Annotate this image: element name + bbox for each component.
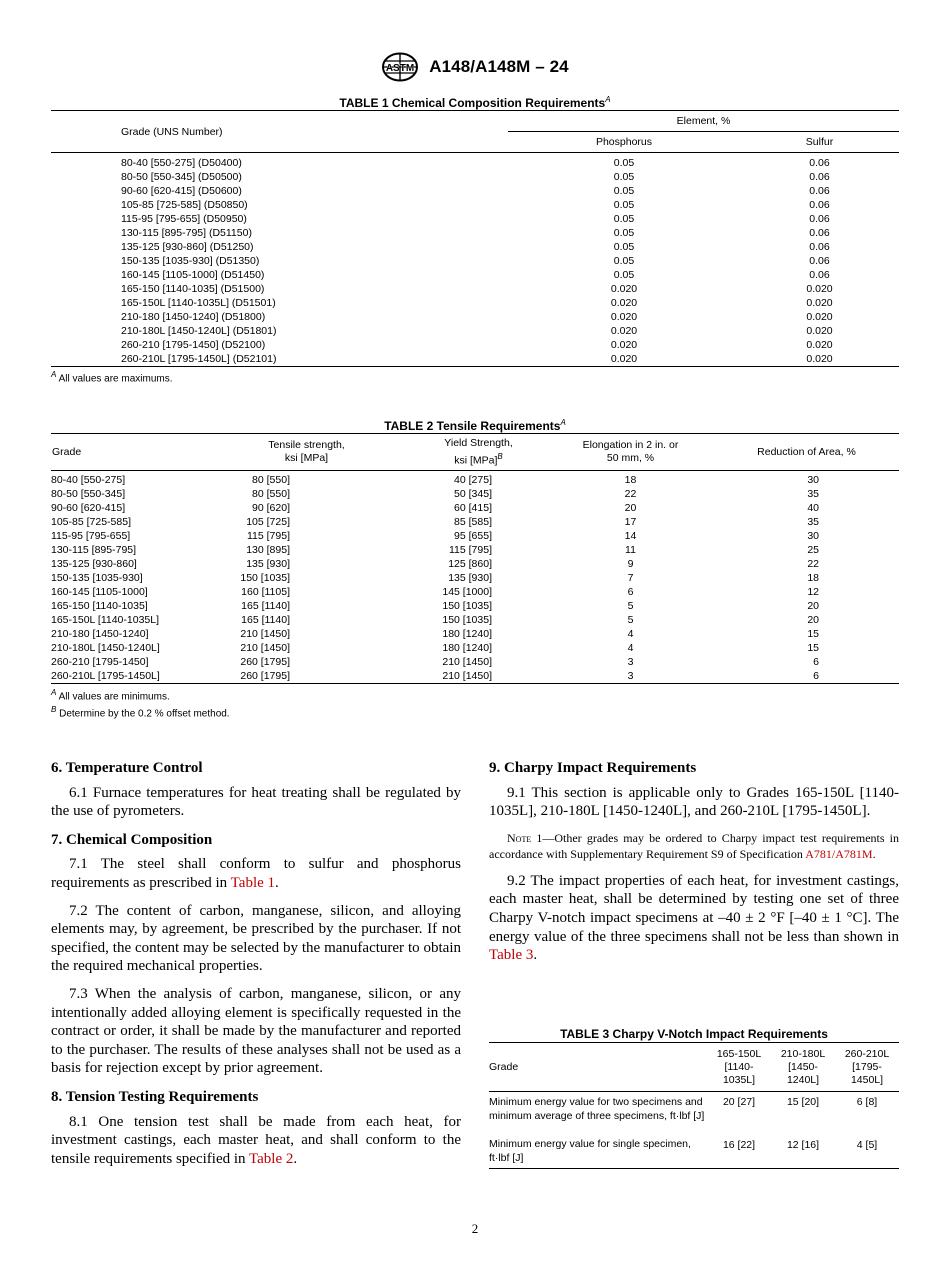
table-row: 80-50 [550-345] (D50500) 0.05 0.06 — [121, 171, 830, 183]
section-7-title: 7. Chemical Composition — [51, 831, 213, 848]
table1-caption: TABLE 1 Chemical Composition Requirements$^A$ — [339, 95, 611, 110]
table-row: 260-210 [1795-1450] (D52100) 0.020 0.020 — [121, 339, 833, 351]
table-row: 115-95 [795-655] (D50950) 0.05 0.06 — [121, 213, 830, 225]
table-row: 165-150L [1140-1035L] 165 [1140] 150 [1035] 5 20 — [51, 614, 819, 626]
table-row: 210-180L [1450-1240L] 210 [1450] 180 [1240] 4 15 — [51, 642, 819, 654]
section-9-title: 9. Charpy Impact Requirements — [489, 760, 697, 776]
note-1: Note 1—Other grades may be ordered to Charpy impact test requirements in accordance with Supplementary Requirement S9 of Specification A781/A781M. — [489, 830, 899, 861]
astm-logo-icon — [381, 52, 419, 82]
svg-text:ASTM: ASTM — [386, 63, 415, 74]
section-8-1: 8.1 One tension test shall be made from each heat, for investment castings, each master heat, and shall conform to the tensile requirements specified in Table 2. — [51, 1113, 461, 1167]
table3-header-210-180l: 210-180L [1450- 1240L] — [771, 1043, 835, 1092]
table-1-link[interactable]: Table 1 — [230, 874, 276, 891]
table2-footnote-a: $^A$ All values are minimums. — [51, 688, 170, 703]
section-6-1: 6.1 Furnace temperatures for heat treating shall be regulated by the use of pyrometers. — [51, 784, 461, 820]
table-row: 150-135 [1035-930] (D51350) 0.05 0.06 — [121, 255, 830, 267]
table2-footnote-b: $^B$ Determine by the 0.2 % offset method. — [51, 705, 230, 720]
section-9-1: 9.1 This section is applicable only to Grades 165-150L [1140-1035L], 210-180L [1450-1240L], and 260-210L [1795-1450L]. — [489, 784, 899, 820]
page-header — [0, 52, 950, 82]
table3-header-165-150l: 165-150L [1140- 1035L] — [707, 1043, 771, 1092]
table-row: 105-85 [725-585] 105 [725] 85 [585] 17 35 — [51, 516, 819, 528]
table2-caption: TABLE 2 Tensile Requirements$^A$ — [384, 418, 566, 433]
table3 — [489, 1042, 899, 1169]
table-row: 90-60 [620-415] 90 [620] 60 [415] 20 40 — [51, 502, 819, 514]
table-row: 90-60 [620-415] (D50600) 0.05 0.06 — [121, 185, 830, 197]
section-8-title: 8. Tension Testing Requirements — [51, 1088, 259, 1105]
table-row: 260-210L [1795-1450L] 260 [1795] 210 [1450] 3 6 — [51, 670, 819, 682]
table-row: 135-125 [930-860] (D51250) 0.05 0.06 — [121, 241, 830, 253]
table1-header-element: Element, % — [508, 111, 899, 132]
table-row: 210-180L [1450-1240L] (D51801) 0.020 0.020 — [121, 325, 833, 337]
table-row: 260-210L [1795-1450L] (D52101) 0.020 0.020 — [121, 353, 833, 365]
table2 — [51, 433, 899, 684]
right-column — [489, 759, 899, 974]
table2-header-tensile: Tensile strength, ksi [MPa] — [203, 434, 410, 471]
table2-header-yield: Yield Strength, ksi [MPa]$^B$ — [410, 434, 547, 471]
table3-header-grade: Grade — [489, 1043, 707, 1092]
section-7-2: 7.2 The content of carbon, manganese, silicon, and alloying elements may, by agreement, be prescribed by the purchaser. If not specified, the content may be selected by the manufacturer to obtain the required mechanical properties. — [51, 902, 461, 975]
section-6-title: 6. Temperature Control — [51, 760, 203, 776]
table1 — [51, 110, 899, 367]
table-row: 130-115 [895-795] 130 [895] 115 [795] 11 25 — [51, 544, 819, 556]
table-row: 80-50 [550-345] 80 [550] 50 [345] 22 35 — [51, 488, 819, 500]
section-7-1: 7.1 The steel shall conform to sulfur and phosphorus requirements as prescribed in Table 1. — [51, 856, 461, 891]
table-row: 80-40 [550-275] 80 [550] 40 [275] 18 30 — [51, 474, 819, 486]
table-row: 260-210 [1795-1450] 260 [1795] 210 [1450] 3 6 — [51, 656, 819, 668]
table2-header-elongation: Elongation in 2 in. or 50 mm, % — [547, 434, 714, 471]
table2-header-grade: Grade — [51, 434, 203, 471]
table-row: 80-40 [550-275] (D50400) 0.05 0.06 — [121, 157, 830, 169]
table-row: Minimum energy value for two specimens and minimum average of three specimens, ft·lbf [J] 20 [27] 15 [20] 6 [8] — [489, 1096, 878, 1122]
table2-footnotes — [51, 686, 230, 721]
table-row: 165-150 [1140-1035] (D51500) 0.020 0.020 — [121, 283, 833, 295]
table-3-link[interactable]: Table 3 — [489, 947, 534, 964]
table-row: 115-95 [795-655] 115 [795] 95 [655] 14 30 — [51, 530, 819, 542]
table1-header-sulfur: Sulfur — [740, 132, 899, 153]
table2-header-reduction: Reduction of Area, % — [714, 434, 899, 471]
table-row: 165-150 [1140-1035] 165 [1140] 150 [1035] 5 20 — [51, 600, 819, 612]
table1-footnote: $^A$ All values are maximums. — [51, 370, 173, 385]
table1-header-phosphorus: Phosphorus — [508, 132, 740, 153]
table3-header-260-210l: 260-210L [1795- 1450L] — [835, 1043, 899, 1092]
document-id: A148/A148M – 24 — [429, 57, 569, 76]
table1-header-grade: Grade (UNS Number) — [51, 111, 508, 153]
a781-link[interactable]: A781/A781M — [805, 846, 873, 861]
table-row: 210-180 [1450-1240] (D51800) 0.020 0.020 — [121, 311, 833, 323]
table-row: Minimum energy value for single specimen, ft·lbf [J] 16 [22] 12 [16] 4 [5] — [489, 1138, 878, 1164]
table-row: 210-180 [1450-1240] 210 [1450] 180 [1240] 4 15 — [51, 628, 819, 640]
table-row: 165-150L [1140-1035L] (D51501) 0.020 0.020 — [121, 297, 833, 309]
table-row: 135-125 [930-860] 135 [930] 125 [860] 9 22 — [51, 558, 819, 570]
left-column — [51, 759, 461, 1177]
table3-caption: TABLE 3 Charpy V-Notch Impact Requirements — [560, 1027, 828, 1041]
table-row: 150-135 [1035-930] 150 [1035] 135 [930] 7 18 — [51, 572, 819, 584]
table-row: 130-115 [895-795] (D51150) 0.05 0.06 — [121, 227, 830, 239]
table-2-link[interactable]: Table 2 — [249, 1150, 294, 1167]
page-number: 2 — [471, 1221, 479, 1236]
section-9-2: 9.2 The impact properties of each heat, for investment castings, each master heat, shall be determined by testing one set of three Charpy V-notch impact specimens at –40 ± 2 °F [–40 ± 1 °C]. The energy value of the three specimens shall not be less than shown in Table 3. — [489, 872, 899, 964]
table-row: 160-145 [1105-1000] (D51450) 0.05 0.06 — [121, 269, 830, 281]
table-row: 160-145 [1105-1000] 160 [1105] 145 [1000] 6 12 — [51, 586, 819, 598]
table-row: 105-85 [725-585] (D50850) 0.05 0.06 — [121, 199, 830, 211]
section-7-3: 7.3 When the analysis of carbon, manganese, silicon, or any intentionally added alloying element is specifically requested in the contract or order, it shall be made by the manufacturer and reported to the purchaser. The results of these analyses shall not be used as a basis for rejection except by prior agreement. — [51, 985, 461, 1077]
